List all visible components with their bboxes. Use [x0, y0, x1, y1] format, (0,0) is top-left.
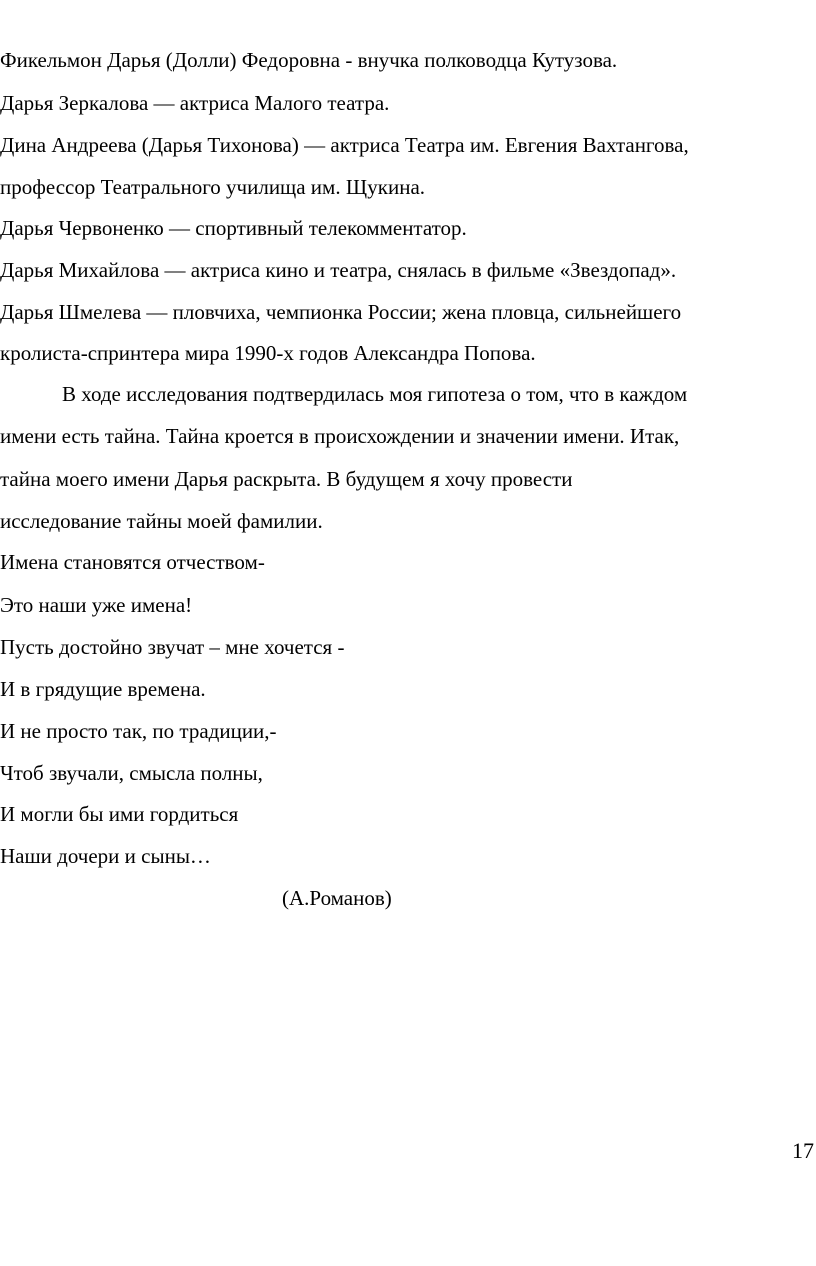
poem-line: Наши дочери и сыны…: [0, 844, 211, 868]
text-line: В ходе исследования подтвердилась моя гипотеза о том, что в каждом: [62, 382, 688, 406]
text-line: Дина Андреева (Дарья Тихонова) — актриса Театра им. Евгения Вахтангова,: [0, 133, 689, 157]
text-line: Дарья Червоненко — спортивный телекомментатор.: [0, 216, 467, 240]
page-number: 17: [792, 1138, 814, 1163]
text-line: кролиста-спринтера мира 1990-х годов Александра Попова.: [0, 341, 536, 365]
text-line: Дарья Михайлова — актриса кино и театра, снялась в фильме «Звездопад».: [0, 258, 677, 282]
text-line: Дарья Шмелева — пловчиха, чемпионка России; жена пловца, сильнейшего: [0, 300, 682, 324]
poem-author: (А.Романов): [282, 886, 392, 910]
text-line: Дарья Зеркалова — актриса Малого театра.: [0, 91, 390, 115]
text-line: профессор Театрального училища им. Щукина.: [0, 175, 426, 199]
poem-line: И не просто так, по традиции,-: [0, 719, 277, 743]
poem-line: Это наши уже имена!: [0, 593, 193, 617]
text-line: имени есть тайна. Тайна кроется в происхождении и значении имени. Итак,: [0, 424, 680, 448]
text-line: Фикельмон Дарья (Долли) Федоровна - внучка полководца Кутузова.: [0, 48, 618, 72]
poem-line: Чтоб звучали, смысла полны,: [0, 761, 263, 785]
poem-line: И могли бы ими гордиться: [0, 802, 239, 826]
text-line: исследование тайны моей фамилии.: [0, 509, 323, 533]
poem-line: Пусть достойно звучат – мне хочется -: [0, 635, 345, 659]
poem-line: И в грядущие времена.: [0, 677, 206, 701]
poem-line: Имена становятся отчеством-: [0, 550, 265, 574]
text-line: тайна моего имени Дарья раскрыта. В будущем я хочу провести: [0, 467, 573, 491]
